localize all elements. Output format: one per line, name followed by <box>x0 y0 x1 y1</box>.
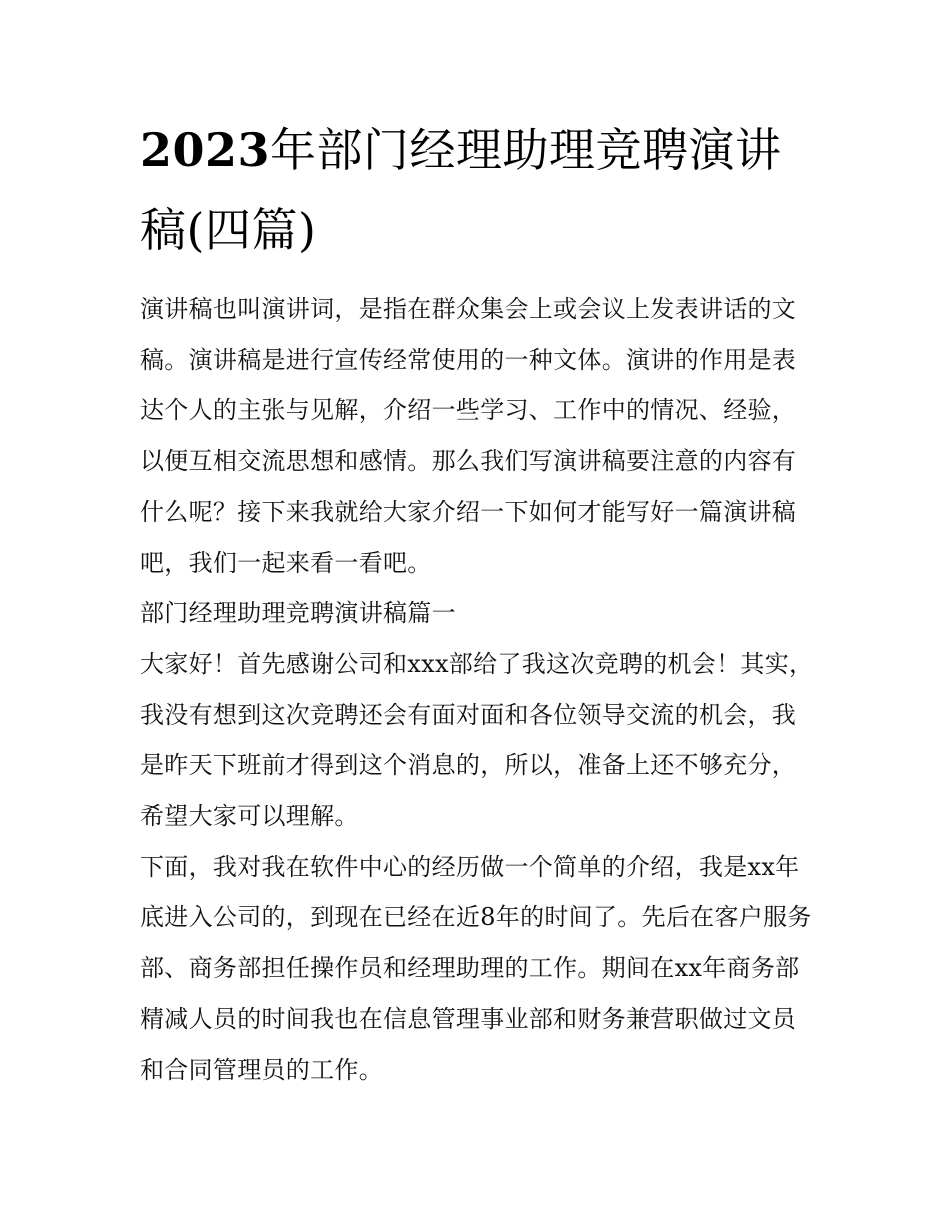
section-heading: 部门经理助理竞聘演讲稿篇一 <box>140 599 456 628</box>
document-content <box>140 110 820 1095</box>
intro-paragraph: 演讲稿也叫演讲词，是指在群众集会上或会议上发表讲话的文稿。演讲稿是进行宣传经常使用的一种文体。演讲的作用是表达个人的主张与见解，介绍一些学习、工作中的情况、经验，以便互相交流思想和感情。那么我们写演讲稿要注意的内容有什么呢？接下来我就给大家介绍一下如何才能写好一篇演讲稿吧，我们一起来看一看吧。 <box>140 295 797 577</box>
document-title <box>140 110 820 270</box>
title-text: 年部门经理助理竞聘演讲稿(四篇) <box>140 123 782 257</box>
body-paragraph-2: 下面，我对我在软件中心的经历做一个简单的介绍，我是xx年底进入公司的，到现在已经在近8年的时间了。先后在客户服务部、商务部担任操作员和经理助理的工作。期间在xx年商务部精减人员的时间我也在信息管理事业部和财务兼营职做过文员和合同管理员的工作。 <box>140 852 812 1084</box>
body-paragraph-1: 大家好！首先感谢公司和xxx部给了我这次竞聘的机会！其实，我没有想到这次竞聘还会有面对面和各位领导交流的机会，我是昨天下班前才得到这个消息的，所以，准备上还不够充分，希望大家可以理解。 <box>140 649 814 831</box>
title-year: 2023 <box>140 123 271 177</box>
